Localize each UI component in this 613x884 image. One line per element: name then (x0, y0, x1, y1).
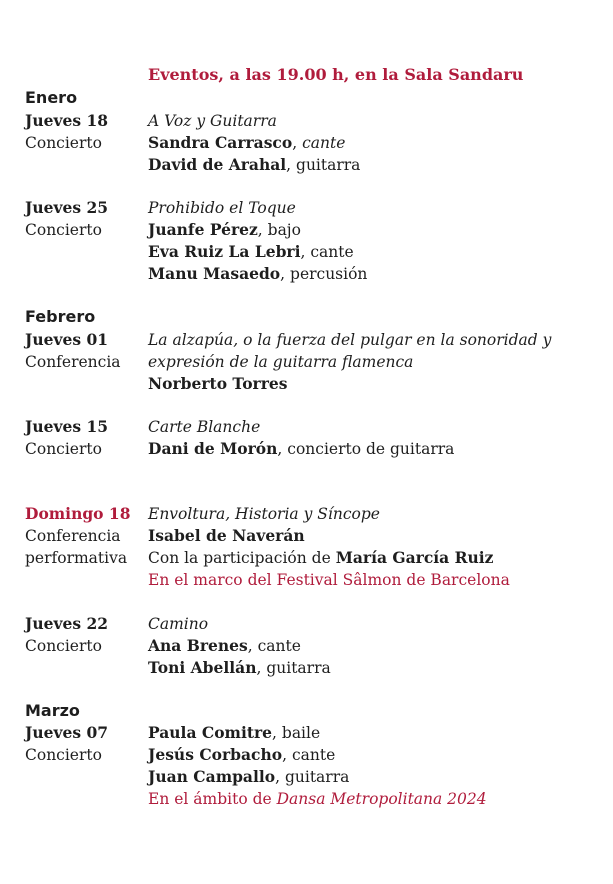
performer-name: Juan Campallo (148, 767, 276, 786)
performer-role: guitarra (266, 659, 331, 677)
event-info (148, 503, 588, 591)
performer-sep: , (256, 659, 267, 677)
event-type: Concierto (25, 440, 102, 458)
performer (148, 241, 588, 263)
event-title: A Voz y Guitarra (148, 112, 277, 130)
note-prefix: En el ámbito de (148, 790, 277, 808)
event-title: Envoltura, Historia y Síncope (148, 505, 380, 523)
performer-sep: , (277, 440, 288, 458)
event-day (25, 197, 150, 241)
performer-name: David de Arahal (148, 155, 287, 174)
event-type: performativa (25, 549, 128, 567)
performer-role: baile (281, 724, 321, 742)
performer (148, 722, 588, 744)
performer-role: cante (302, 134, 346, 152)
event-date: Jueves 18 (25, 111, 109, 130)
event-type: Concierto (25, 637, 102, 655)
performer-sep: , (257, 221, 268, 239)
performer-name: Sandra Carrasco (148, 133, 293, 152)
performer-sep: , (292, 134, 303, 152)
performer-role: cante (257, 637, 301, 655)
performer-sep: , (272, 724, 282, 742)
event-day (25, 503, 150, 569)
participation-name: María García Ruiz (335, 548, 494, 567)
performer-sep: , (280, 265, 291, 283)
performer-role: guitarra (296, 156, 361, 174)
month-heading-enero: Enero (25, 88, 78, 107)
event-day (25, 722, 150, 766)
performer-name: Juanfe Pérez (148, 220, 258, 239)
event-day (25, 613, 150, 657)
event-date: Jueves 25 (25, 198, 109, 217)
performer-name: Toni Abellán (148, 658, 257, 677)
performer (148, 154, 588, 176)
performer-name: Eva Ruiz La Lebri (148, 242, 301, 261)
event-date: Jueves 15 (25, 417, 109, 436)
event-date: Domingo 18 (25, 504, 131, 523)
performer-role: cante (310, 243, 354, 261)
event-date: Jueves 07 (25, 723, 109, 742)
performer (148, 657, 588, 679)
performer (148, 766, 588, 788)
performer (148, 438, 588, 460)
event-type: Concierto (25, 746, 102, 764)
event-day (25, 329, 150, 373)
performer-name: Norberto Torres (148, 374, 288, 393)
performer (148, 373, 588, 395)
performer-name: Ana Brenes (148, 636, 248, 655)
page-heading: Eventos, a las 19.00 h, en la Sala Sandaru (148, 65, 524, 84)
event-info (148, 722, 588, 810)
performer-role: cante (291, 746, 336, 764)
performer-name: Jesús Corbacho (148, 745, 283, 764)
event-type: Conferencia (25, 353, 121, 371)
performer-sep: , (275, 768, 285, 786)
performer (148, 525, 588, 547)
performer-sep: , (286, 156, 297, 174)
event-info (148, 110, 588, 176)
event-type: Concierto (25, 134, 102, 152)
performer-role: percusión (290, 265, 368, 283)
participation-line (148, 547, 588, 569)
performer-name: Manu Masaedo (148, 264, 281, 283)
event-note: En el marco del Festival Sâlmon de Barcelona (148, 571, 510, 589)
event-type: Conferencia (25, 527, 121, 545)
event-date: Jueves 22 (25, 614, 109, 633)
event-info (148, 329, 588, 395)
event-info (148, 613, 588, 679)
event-title: Prohibido el Toque (148, 199, 296, 217)
month-heading-febrero: Febrero (25, 307, 96, 326)
event-info (148, 416, 588, 460)
performer-role: bajo (267, 221, 301, 239)
performer (148, 132, 588, 154)
performer-role: guitarra (284, 768, 350, 786)
event-title: Camino (148, 615, 209, 633)
event-note (148, 788, 588, 810)
performer (148, 635, 588, 657)
event-type: Concierto (25, 221, 102, 239)
note-italic: Dansa Metropolitana 2024 (276, 790, 487, 808)
event-title: La alzapúa, o la fuerza del pulgar en la sonoridad y expresión de la guitarra flamenca (148, 331, 552, 371)
event-day (25, 110, 150, 154)
event-day (25, 416, 150, 460)
performer (148, 744, 588, 766)
performer-sep: , (282, 746, 292, 764)
performer (148, 219, 588, 241)
performer-sep: , (300, 243, 311, 261)
performer-name: Dani de Morón (148, 439, 278, 458)
event-date: Jueves 01 (25, 330, 109, 349)
performer (148, 263, 588, 285)
performer-name: Isabel de Naverán (148, 526, 305, 545)
performer-name: Paula Comitre (148, 723, 273, 742)
month-heading-marzo: Marzo (25, 701, 80, 720)
participation-prefix: Con la participación de (148, 549, 336, 567)
performer-sep: , (247, 637, 258, 655)
performer-role: concierto de guitarra (287, 440, 455, 458)
event-info (148, 197, 588, 285)
event-title: Carte Blanche (148, 418, 261, 436)
